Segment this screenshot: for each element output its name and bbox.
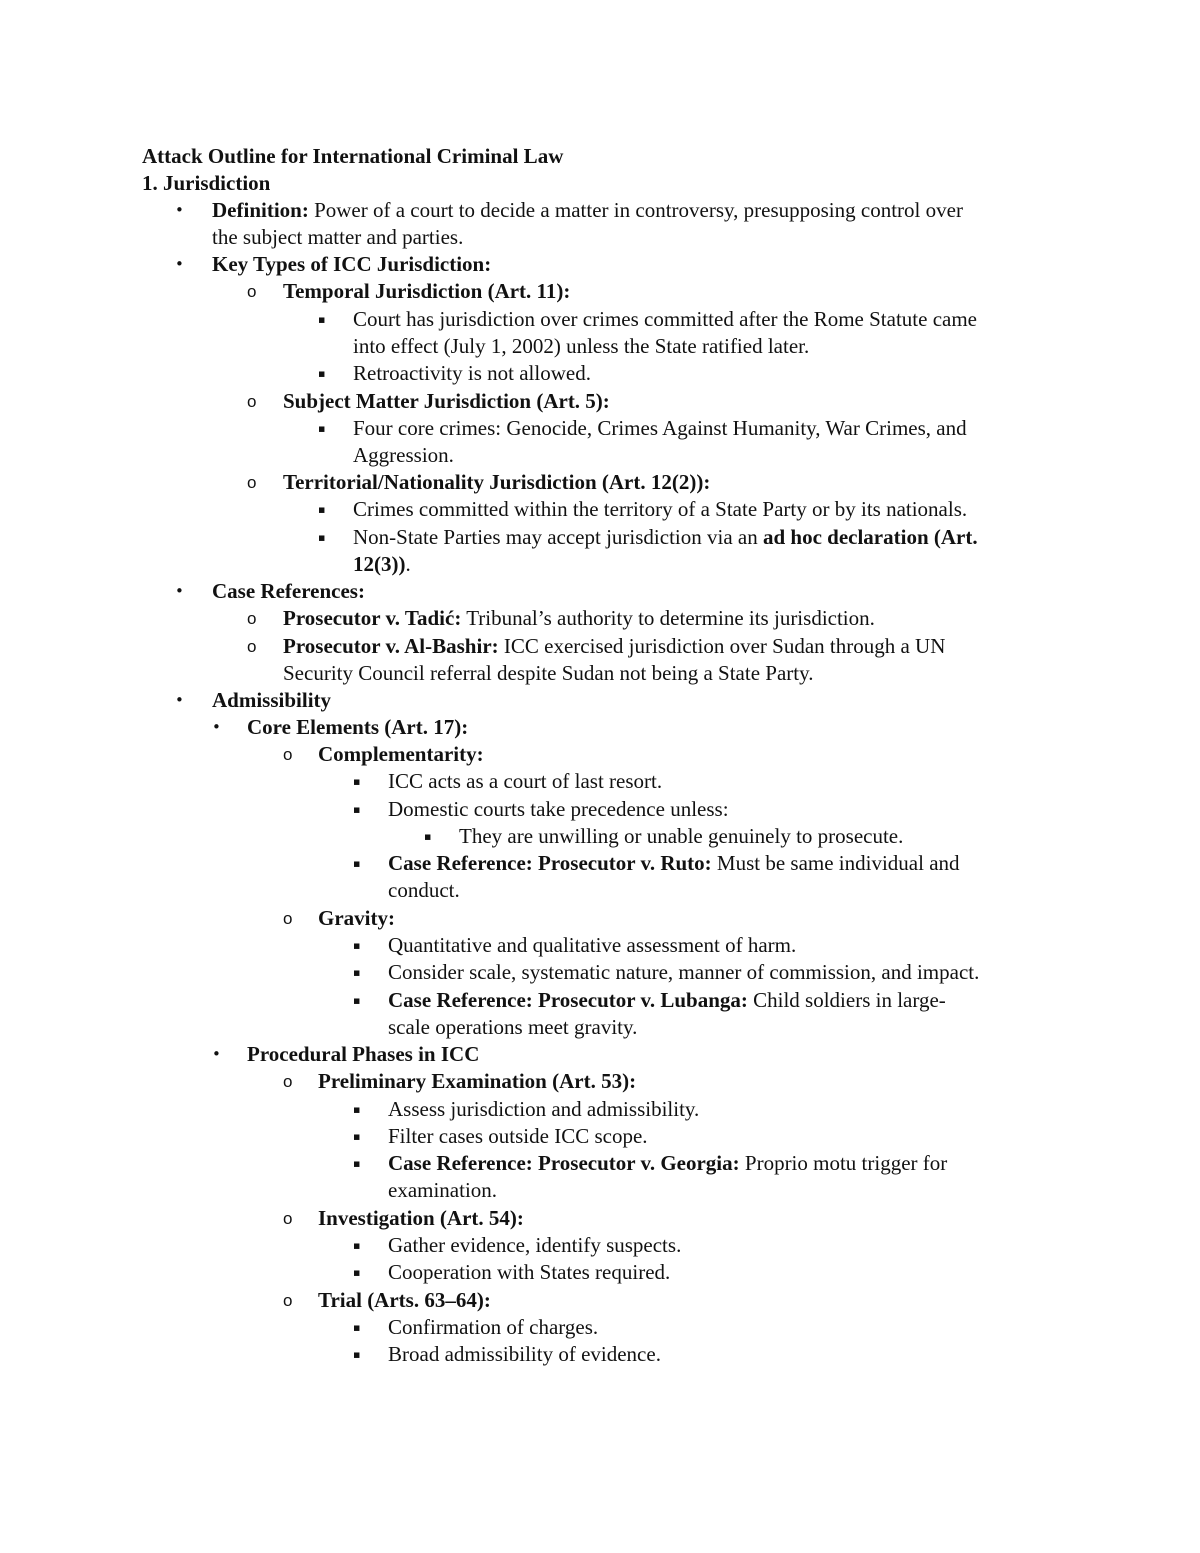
bullet-icon: ▪ — [318, 313, 326, 326]
tadic-text: Tribunal’s authority to determine its jurisdiction. — [461, 606, 875, 630]
ruto-case-label: Case Reference: Prosecutor v. Ruto: — [388, 851, 712, 875]
temporal-label: Temporal Jurisdiction (Art. 11): — [283, 279, 571, 303]
list-item — [0, 1123, 1200, 1150]
list-item — [0, 741, 1200, 768]
admissibility-label: Admissibility — [212, 688, 332, 712]
list-item — [0, 823, 1200, 850]
bullet-icon: o — [283, 909, 293, 928]
list-item — [0, 388, 1200, 415]
bullet-icon: ▪ — [353, 1321, 361, 1334]
bullet-icon: o — [283, 1209, 293, 1228]
georgia-case-label: Case Reference: Prosecutor v. Georgia: — [388, 1151, 740, 1175]
bullet-icon: ▪ — [353, 966, 361, 979]
list-item — [0, 987, 1200, 1014]
investigation-label: Investigation (Art. 54): — [318, 1206, 524, 1230]
trial-label: Trial (Arts. 63–64): — [318, 1288, 491, 1312]
tadic-label: Prosecutor v. Tadić: — [283, 606, 462, 630]
list-item — [0, 687, 1200, 714]
bullet-icon: ▪ — [353, 1157, 361, 1170]
territorial-label: Territorial/Nationality Jurisdiction (Art. 12(2)): — [283, 470, 711, 494]
document-title: Attack Outline for International Criminal Law — [142, 144, 564, 168]
bullet-icon: ▪ — [318, 422, 326, 435]
case-references-label: Case References: — [212, 579, 365, 603]
list-item — [0, 469, 1200, 496]
key-types-label: Key Types of ICC Jurisdiction: — [212, 252, 492, 276]
bullet-icon: ▪ — [353, 857, 361, 870]
territorial-item-text: Non-State Parties may accept jurisdiction via an — [353, 525, 763, 549]
bullet-icon: ▪ — [353, 994, 361, 1007]
list-item — [0, 415, 1200, 442]
definition-text-continued: the subject matter and parties. — [212, 225, 464, 249]
list-item — [0, 905, 1200, 932]
bullet-icon: • — [175, 201, 184, 219]
temporal-item-text: Retroactivity is not allowed. — [353, 361, 591, 385]
list-item-continuation — [0, 224, 1200, 251]
bullet-icon: ▪ — [353, 1348, 361, 1361]
bullet-icon: o — [247, 637, 257, 656]
procedural-phases-label: Procedural Phases in ICC — [247, 1042, 480, 1066]
bullet-icon: ▪ — [318, 531, 326, 544]
list-item — [0, 1341, 1200, 1368]
territorial-item-text: Crimes committed within the territory of a State Party or by its nationals. — [353, 497, 968, 521]
al-bashir-text: ICC exercised jurisdiction over Sudan through a UN — [498, 634, 946, 658]
subject-matter-label: Subject Matter Jurisdiction (Art. 5): — [283, 389, 610, 413]
definition-label: Definition: — [212, 198, 309, 222]
list-item — [0, 796, 1200, 823]
list-item — [0, 1314, 1200, 1341]
bullet-icon: o — [247, 609, 257, 628]
bullet-icon: • — [212, 1045, 221, 1063]
preliminary-item-text: Filter cases outside ICC scope. — [388, 1124, 648, 1148]
bullet-icon: o — [283, 745, 293, 764]
definition-text: Power of a court to decide a matter in controversy, presupposing control over — [308, 198, 963, 222]
list-item — [0, 278, 1200, 305]
list-item — [0, 496, 1200, 523]
complementarity-label: Complementarity: — [318, 742, 484, 766]
list-item — [0, 306, 1200, 333]
document-title-line — [0, 143, 1200, 170]
list-item — [0, 959, 1200, 986]
bullet-icon: • — [175, 691, 184, 709]
bullet-icon: ▪ — [353, 1103, 361, 1116]
complementarity-item-text: Domestic courts take precedence unless: — [388, 797, 729, 821]
preliminary-examination-label: Preliminary Examination (Art. 53): — [318, 1069, 637, 1093]
bullet-icon: ▪ — [353, 775, 361, 788]
complementarity-item-text: ICC acts as a court of last resort. — [388, 769, 663, 793]
list-item — [0, 1259, 1200, 1286]
list-item — [0, 1096, 1200, 1123]
list-item — [0, 1068, 1200, 1095]
al-bashir-text-continued: Security Council referral despite Sudan not being a State Party. — [283, 661, 814, 685]
list-item — [0, 714, 1200, 741]
gravity-item-text: Quantitative and qualitative assessment of harm. — [388, 933, 797, 957]
bullet-icon: ▪ — [318, 503, 326, 516]
bullet-icon: ▪ — [353, 1239, 361, 1252]
temporal-item-text: Court has jurisdiction over crimes committed after the Rome Statute came — [353, 307, 977, 331]
list-item-continuation — [0, 1177, 1200, 1204]
gravity-item-text: Consider scale, systematic nature, manner of commission, and impact. — [388, 960, 980, 984]
bullet-icon: • — [175, 255, 184, 273]
list-item — [0, 605, 1200, 632]
list-item — [0, 524, 1200, 551]
investigation-item-text: Cooperation with States required. — [388, 1260, 671, 1284]
list-item-continuation — [0, 660, 1200, 687]
bullet-icon: o — [283, 1072, 293, 1091]
temporal-item-text-continued: into effect (July 1, 2002) unless the State ratified later. — [353, 334, 810, 358]
ruto-case-text: Must be same individual and — [711, 851, 960, 875]
al-bashir-label: Prosecutor v. Al-Bashir: — [283, 634, 499, 658]
lubanga-case-text-continued: scale operations meet gravity. — [388, 1015, 638, 1039]
bullet-icon: ▪ — [353, 803, 361, 816]
bullet-icon: • — [175, 582, 184, 600]
bullet-icon: ▪ — [353, 939, 361, 952]
list-item — [0, 932, 1200, 959]
subject-matter-item-text: Four core crimes: Genocide, Crimes Against Humanity, War Crimes, and — [353, 416, 967, 440]
ad-hoc-declaration-text-continued: 12(3)) — [353, 552, 406, 576]
bullet-icon: o — [283, 1291, 293, 1310]
list-item-continuation — [0, 551, 1200, 578]
list-item-continuation — [0, 442, 1200, 469]
list-item — [0, 197, 1200, 224]
gravity-label: Gravity: — [318, 906, 395, 930]
ruto-case-text-continued: conduct. — [388, 878, 460, 902]
bullet-icon: o — [247, 392, 257, 411]
ad-hoc-declaration-text: ad hoc declaration (Art. — [762, 525, 978, 549]
trial-item-text: Confirmation of charges. — [388, 1315, 599, 1339]
list-item — [0, 251, 1200, 278]
list-item — [0, 768, 1200, 795]
core-elements-label: Core Elements (Art. 17): — [247, 715, 469, 739]
bullet-icon: o — [247, 473, 257, 492]
bullet-icon: o — [247, 282, 257, 301]
subject-matter-item-text-continued: Aggression. — [353, 443, 454, 467]
bullet-icon: • — [212, 718, 221, 736]
list-item — [0, 1041, 1200, 1068]
list-item — [0, 1287, 1200, 1314]
list-item — [0, 850, 1200, 877]
section-heading: 1. Jurisdiction — [142, 171, 271, 195]
preliminary-item-text: Assess jurisdiction and admissibility. — [388, 1097, 700, 1121]
complementarity-subitem-text: They are unwilling or unable genuinely to prosecute. — [459, 824, 904, 848]
georgia-case-text: Proprio motu trigger for — [739, 1151, 948, 1175]
lubanga-case-label: Case Reference: Prosecutor v. Lubanga: — [388, 988, 748, 1012]
list-item-continuation — [0, 877, 1200, 904]
list-item-continuation — [0, 1014, 1200, 1041]
list-item — [0, 1232, 1200, 1259]
list-item — [0, 1205, 1200, 1232]
trial-item-text: Broad admissibility of evidence. — [388, 1342, 661, 1366]
list-item — [0, 578, 1200, 605]
section-heading-line — [0, 170, 1200, 197]
lubanga-case-text: Child soldiers in large- — [747, 988, 946, 1012]
georgia-case-text-continued: examination. — [388, 1178, 498, 1202]
investigation-item-text: Gather evidence, identify suspects. — [388, 1233, 682, 1257]
bullet-icon: ▪ — [424, 830, 432, 843]
list-item — [0, 1150, 1200, 1177]
territorial-item-end: . — [405, 552, 411, 576]
list-item-continuation — [0, 333, 1200, 360]
list-item — [0, 360, 1200, 387]
bullet-icon: ▪ — [353, 1130, 361, 1143]
list-item — [0, 633, 1200, 660]
bullet-icon: ▪ — [318, 367, 326, 380]
bullet-icon: ▪ — [353, 1266, 361, 1279]
